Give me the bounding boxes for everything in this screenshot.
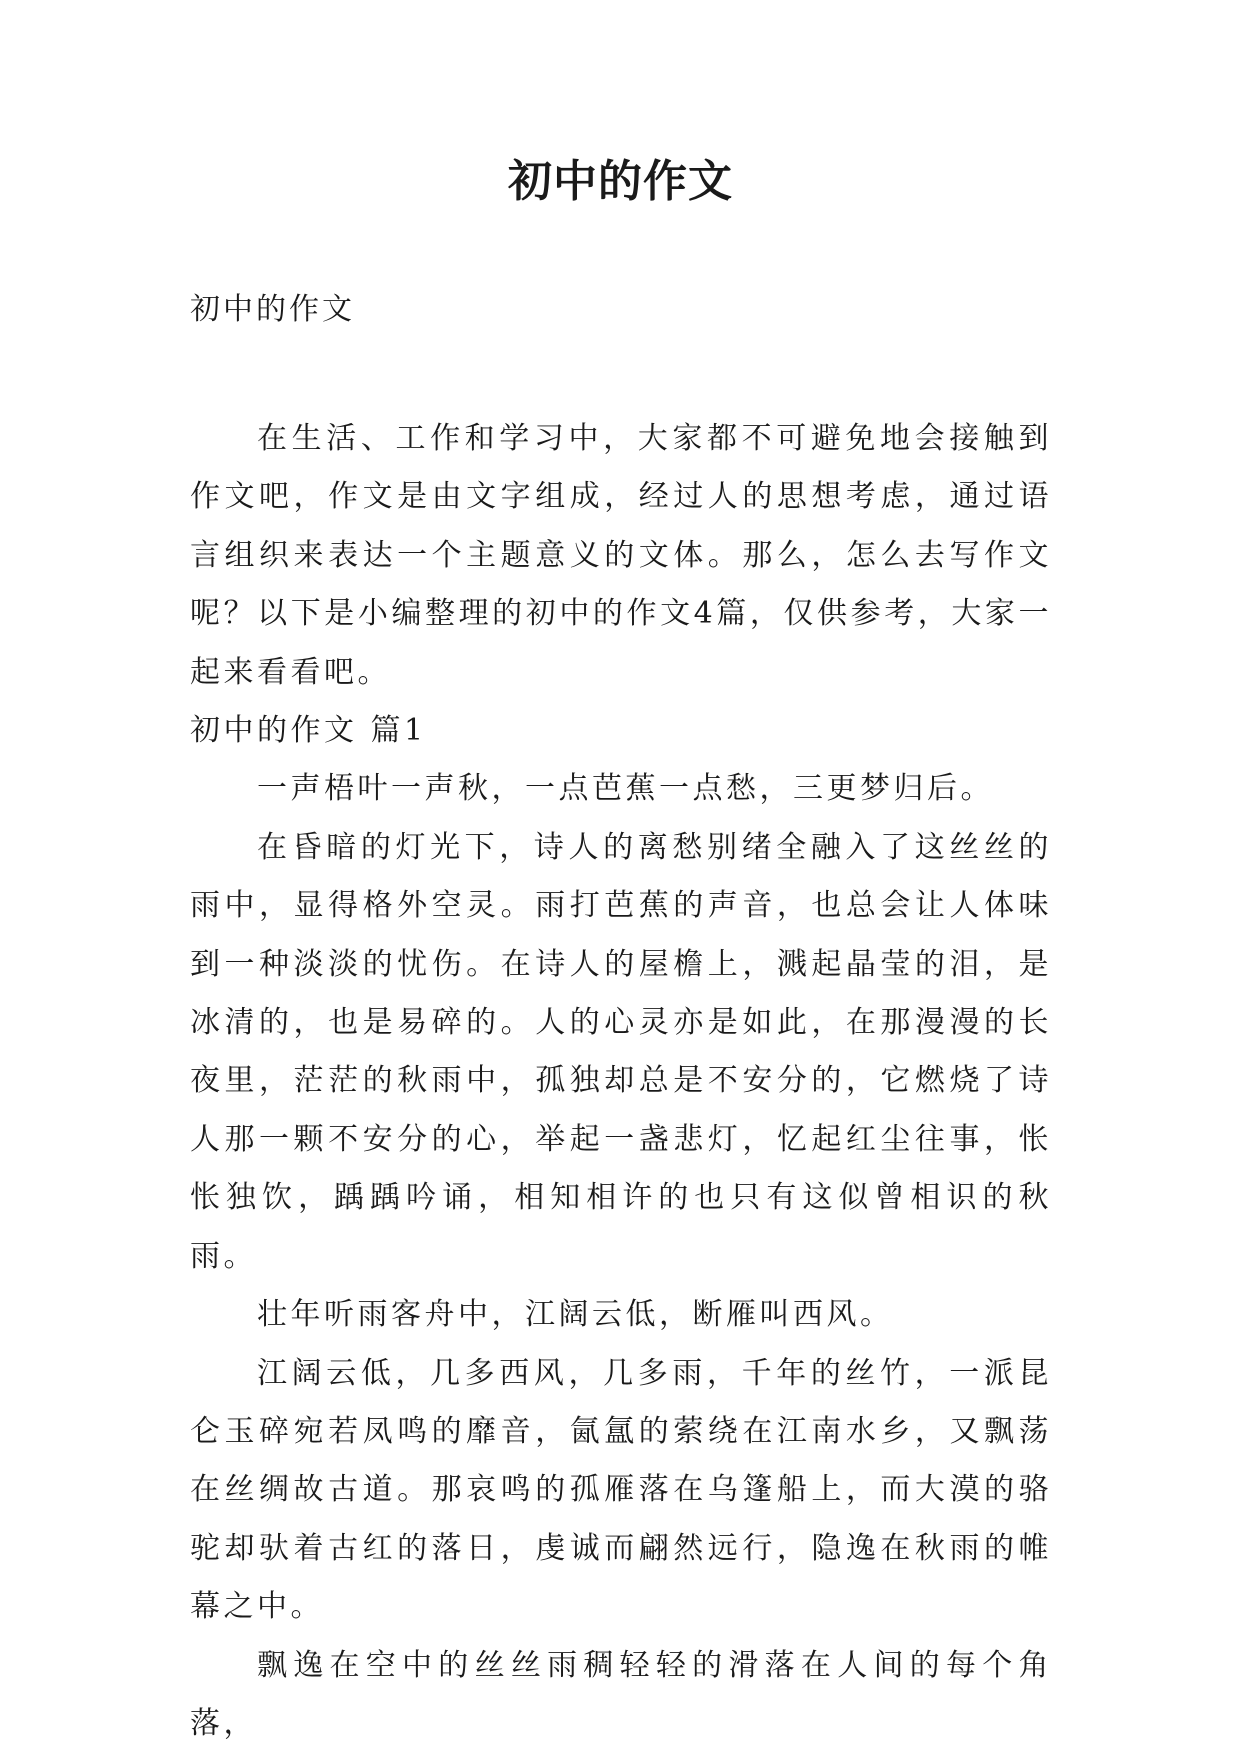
- body-paragraph: 在昏暗的灯光下，诗人的离愁别绪全融入了这丝丝的雨中，显得格外空灵。雨打芭蕉的声音，也总会让人体味到一种淡淡的忧伤。在诗人的屋檐上，溅起晶莹的泪，是冰清的，也是易碎的。人的心灵亦是如此，在那漫漫的长夜里，茫茫的秋雨中，孤独却总是不安分的，它燃烧了诗人那一颗不安分的心，举起一盏悲灯，忆起红尘往事，怅怅独饮，踽踽吟诵，相知相许的也只有这似曾相识的秋雨。: [190, 829, 1052, 1274]
- document-subtitle: 初中的作文: [190, 292, 355, 327]
- body-paragraph: 一声梧叶一声秋，一点芭蕉一点愁，三更梦归后。: [257, 771, 994, 807]
- document-body: [190, 410, 1052, 1753]
- body-paragraph: 飘逸在空中的丝丝雨稠轻轻的滑落在人间的每个角落，: [190, 1647, 1052, 1741]
- body-paragraph: 壮年听雨客舟中，江阔云低，断雁叫西风。: [257, 1297, 894, 1333]
- page-title: 初中的作文: [508, 156, 733, 207]
- body-paragraph: 江阔云低，几多西风，几多雨，千年的丝竹，一派昆仑玉碎宛若凤鸣的靡音，氤氲的萦绕在江南水乡，又飘荡在丝绸故古道。那哀鸣的孤雁落在乌篷船上，而大漠的骆驼却驮着古红的落日，虔诚而翩然远行，隐逸在秋雨的帷幕之中。: [190, 1355, 1052, 1625]
- intro-paragraph: 在生活、工作和学习中，大家都不可避免地会接触到作文吧，作文是由文字组成，经过人的思想考虑，通过语言组织来表达一个主题意义的文体。那么，怎么去写作文呢？以下是小编整理的初中的作文4篇，仅供参考，大家一起来看看吧。: [190, 421, 1052, 690]
- section-heading: 初中的作文 篇1: [190, 713, 427, 749]
